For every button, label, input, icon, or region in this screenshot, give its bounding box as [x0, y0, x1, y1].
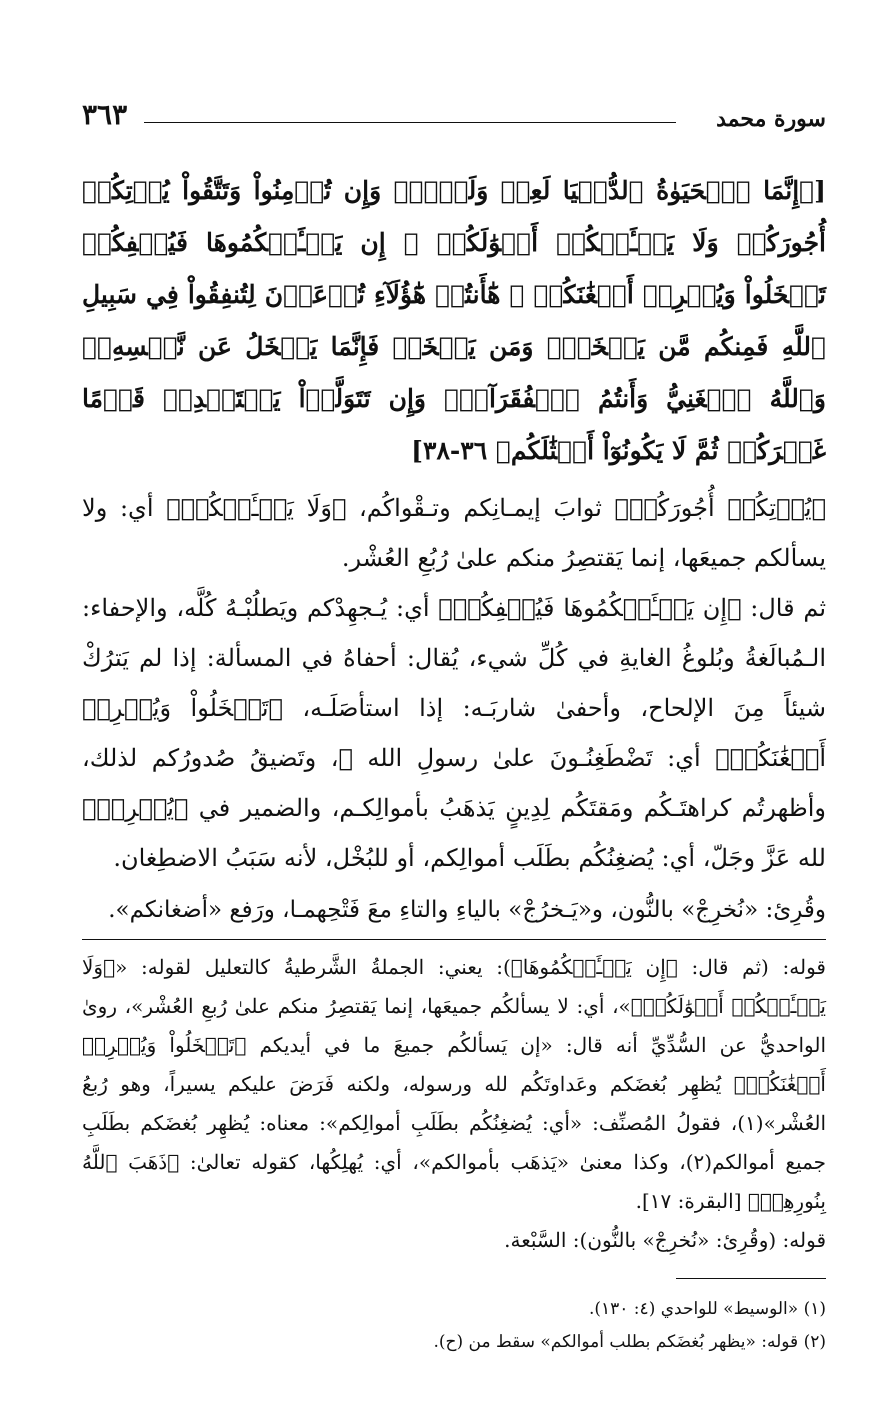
footnote-divider: [676, 1278, 826, 1279]
commentary-divider: [82, 939, 826, 940]
surah-title: سورة محمد: [716, 106, 826, 132]
header-rule: [144, 122, 676, 123]
tafsir-paragraph: ﴿يُؤۡتِكُمۡ أُجُورَكُمۡ﴾ ثوابَ إيمـانِكم وتـقْواكُم، ﴿وَلَا يَسۡـَٔلۡكُمۡ﴾ أي: ولا يسألكم جميعَها، إنما يَقتصِرُ منكم علىٰ رُبُعِ العُشْر.: [82, 494, 826, 572]
commentary-paragraph: قوله: (وقُرِئ: «نُخرِجْ» بالنُّون): السَّبْعة.: [504, 1228, 826, 1252]
qiraat-paragraph: وقُرِئ: «نُخرِجْ» بالنُّون، و«يَـخرُجْ» بالياءِ والتاءِ معَ فَتْحِهمـا، ورَفع «أضغانكم».: [108, 897, 826, 923]
footnote: (١) «الوسيط» للواحدي (٤: ١٣٠).: [588, 1299, 826, 1319]
book-page: [82, 0, 826, 1413]
tafsir-paragraph: ثم قال: ﴿إِن يَسۡـَٔلۡكُمُوهَا فَيُحۡفِكُمۡ﴾ أي: يُـجهِدْكم ويَطلُبْـهُ كُلَّه، والإحفاء: الـمُبالَغةُ وبُلوغُ الغايةِ في كُلِّ شيء، يُقال: أحفاهُ في المسألة: إذا لم يَترُكْ شيئاً مِنَ الإلحاح، وأحفىٰ شاربَـه: إذا استأصَلَـه، ﴿تَبۡخَلُواْ وَيُخۡرِجۡ أَضۡغَٰنَكُمۡ﴾ أي: تَضْطَغِنُـونَ علىٰ رسولِ الله ﷺ، وتَضيقُ صُدورُكم لذلك، وأظهرتُم كراهتَـكُم ومَقتَكُم لِدِينٍ يَذهَبُ بأموالِكـم، والضمير في ﴿يُخۡرِجۡ﴾ لله عَزَّ وجَلّ، أي: يُضغِنُكُم بطَلَب أموالِكم، أو للبُخْل، لأنه سَبَبُ الاضطِغان.: [82, 594, 826, 872]
page-header: [82, 92, 826, 138]
quran-verses: [﴿إِنَّمَا ٱلۡحَيَوٰةُ ٱلدُّنۡيَا لَعِبٞ وَلَهۡوٞۚ وَإِن تُؤۡمِنُواْ وَتَتَّقُواْ يُؤۡتِكُمۡ أُجُورَكُمۡ وَلَا يَسۡـَٔلۡكُمۡ أَمۡوَٰلَكُمۡ ۞ إِن يَسۡـَٔلۡكُمُوهَا فَيُحۡفِكُمۡ تَبۡخَلُواْ وَيُخۡرِجۡ أَضۡغَٰنَكُمۡ ۞ هَٰٓأَنتُمۡ هَٰٓؤُلَآءِ تُدۡعَوۡنَ لِتُنفِقُواْ فِي سَبِيلِ ٱللَّهِ فَمِنكُم مَّن يَبۡخَلُۖ وَمَن يَبۡخَلۡ فَإِنَّمَا يَبۡخَلُ عَن نَّفۡسِهِۦۚ وَٱللَّهُ ٱلۡغَنِيُّ وَأَنتُمُ ٱلۡفُقَرَآءُۚ وَإِن تَتَوَلَّوۡاْ يَسۡتَبۡدِلۡ قَوۡمًا غَيۡرَكُمۡ ثُمَّ لَا يَكُونُوٓاْ أَمۡثَٰلَكُم﴾ ٣٦-٣٨]: [82, 176, 826, 465]
footnote: (٢) قوله: «يظهر بُغضَكم بطلب أموالكم» سقط من (ح).: [433, 1332, 826, 1352]
main-text: [82, 165, 826, 1359]
commentary-section: [82, 948, 826, 1260]
commentary-paragraph: قوله: (ثم قال: ﴿إِن يَسۡـَٔلۡكُمُوهَا﴾): يعني: الجملةُ الشَّرطيةُ كالتعليل لقوله: «﴿وَلَا يَسۡـَٔلۡكُمۡ أَمۡوَٰلَكُمۡ﴾»، أي: لا يسألكُم جميعَها، إنما يَقتصِرُ منكم علىٰ رُبعِ العُشْر»، روىٰ الواحديُّ عن السُّدِّيِّ أنه قال: «إن يَسألكُم جميعَ ما في أيديكم ﴿تَبۡخَلُواْ وَيُخۡرِجۡ أَضۡغَٰنَكُمۡ﴾ يُظهِر بُغضَكم وعَداوتَكُم لله ورسوله، ولكنه فَرَضَ عليكم يسيراً، وهو رُبعُ العُشْر»(١)، فقولُ المُصنِّف: «أي: يُضغِنُكُم بطَلَبِ أموالِكم»: معناه: يُظهِر بُغضَكم بطَلَبِ جميع أموالكم(٢)، وكذا معنىٰ «يَذهَب بأموالكم»، أي: يُهلِكُها، كقوله تعالىٰ: ﴿ذَهَبَ ٱللَّهُ بِنُورِهِمۡ﴾ [البقرة: ١٧].: [82, 955, 826, 1213]
footnotes: [82, 1293, 826, 1359]
page-number: ٣٦٣: [82, 98, 128, 131]
